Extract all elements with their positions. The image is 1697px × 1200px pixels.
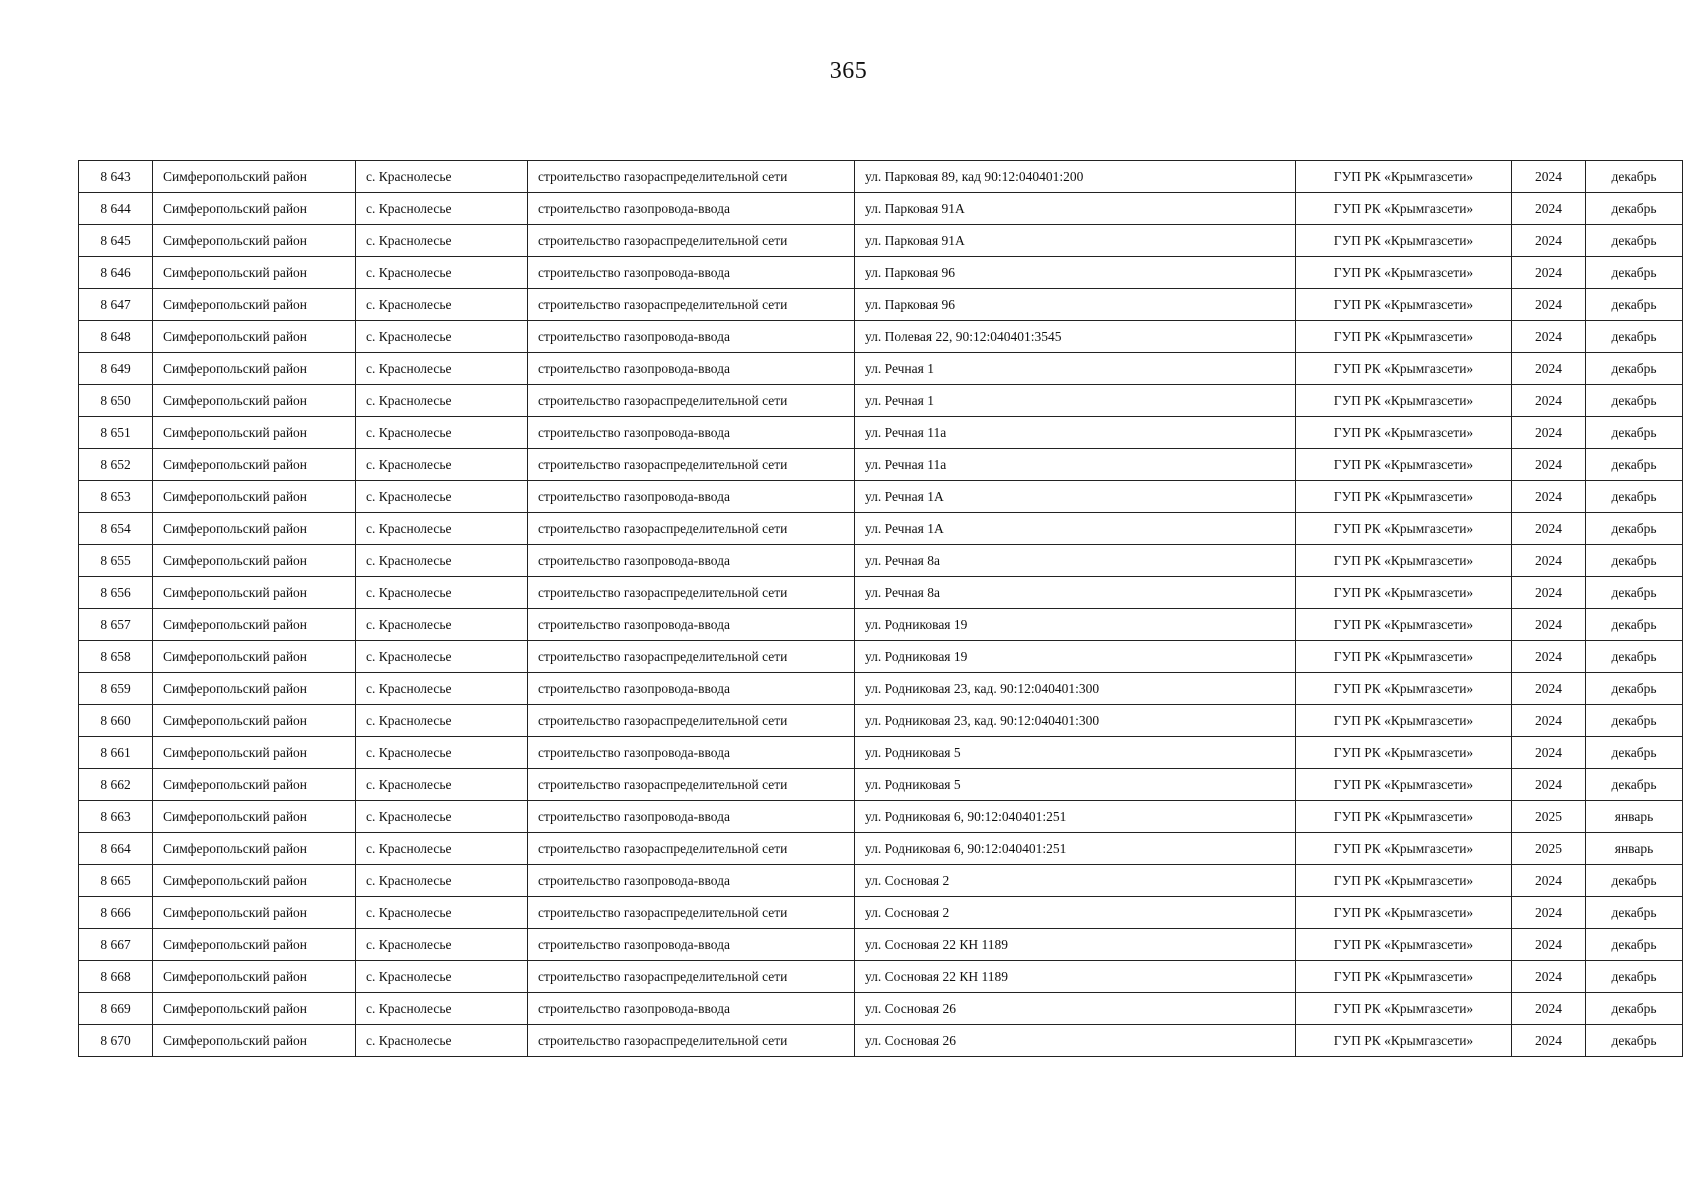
- work-type-cell: строительство газораспределительной сети: [528, 161, 855, 193]
- district-cell: Симферопольский район: [153, 897, 356, 929]
- month-cell: декабрь: [1586, 225, 1683, 257]
- organization-cell: ГУП РК «Крымгазсети»: [1296, 865, 1512, 897]
- address-cell: ул. Речная 8а: [855, 545, 1296, 577]
- address-cell: ул. Сосновая 26: [855, 993, 1296, 1025]
- organization-cell: ГУП РК «Крымгазсети»: [1296, 705, 1512, 737]
- address-cell: ул. Речная 1: [855, 353, 1296, 385]
- month-cell: декабрь: [1586, 641, 1683, 673]
- month-cell: декабрь: [1586, 353, 1683, 385]
- month-cell: январь: [1586, 833, 1683, 865]
- table-row: [79, 513, 1683, 545]
- year-cell: 2024: [1512, 961, 1586, 993]
- work-type-cell: строительство газопровода-ввода: [528, 801, 855, 833]
- settlement-cell: с. Краснолесье: [356, 1025, 528, 1057]
- district-cell: Симферопольский район: [153, 161, 356, 193]
- month-cell: декабрь: [1586, 865, 1683, 897]
- table-row: [79, 353, 1683, 385]
- address-cell: ул. Родниковая 5: [855, 737, 1296, 769]
- year-cell: 2024: [1512, 1025, 1586, 1057]
- row-number-cell: 8 644: [79, 193, 153, 225]
- year-cell: 2024: [1512, 545, 1586, 577]
- table-row: [79, 481, 1683, 513]
- address-cell: ул. Сосновая 22 КН 1189: [855, 961, 1296, 993]
- year-cell: 2024: [1512, 449, 1586, 481]
- table-row: [79, 769, 1683, 801]
- month-cell: декабрь: [1586, 577, 1683, 609]
- address-cell: ул. Родниковая 5: [855, 769, 1296, 801]
- row-number-cell: 8 654: [79, 513, 153, 545]
- month-cell: декабрь: [1586, 737, 1683, 769]
- district-cell: Симферопольский район: [153, 449, 356, 481]
- address-cell: ул. Речная 11а: [855, 449, 1296, 481]
- district-cell: Симферопольский район: [153, 545, 356, 577]
- address-cell: ул. Речная 11а: [855, 417, 1296, 449]
- page-number: 365: [829, 58, 868, 84]
- settlement-cell: с. Краснолесье: [356, 897, 528, 929]
- address-cell: ул. Родниковая 23, кад. 90:12:040401:300: [855, 705, 1296, 737]
- address-cell: ул. Родниковая 6, 90:12:040401:251: [855, 801, 1296, 833]
- year-cell: 2024: [1512, 257, 1586, 289]
- row-number-cell: 8 660: [79, 705, 153, 737]
- table-row: [79, 193, 1683, 225]
- month-cell: декабрь: [1586, 321, 1683, 353]
- row-number-cell: 8 648: [79, 321, 153, 353]
- address-cell: ул. Родниковая 23, кад. 90:12:040401:300: [855, 673, 1296, 705]
- year-cell: 2024: [1512, 769, 1586, 801]
- row-number-cell: 8 653: [79, 481, 153, 513]
- month-cell: декабрь: [1586, 961, 1683, 993]
- year-cell: 2024: [1512, 513, 1586, 545]
- month-cell: декабрь: [1586, 609, 1683, 641]
- row-number-cell: 8 663: [79, 801, 153, 833]
- month-cell: декабрь: [1586, 193, 1683, 225]
- month-cell: декабрь: [1586, 513, 1683, 545]
- work-type-cell: строительство газораспределительной сети: [528, 769, 855, 801]
- table-body: [79, 161, 1683, 1057]
- table-row: [79, 449, 1683, 481]
- settlement-cell: с. Краснолесье: [356, 769, 528, 801]
- organization-cell: ГУП РК «Крымгазсети»: [1296, 449, 1512, 481]
- organization-cell: ГУП РК «Крымгазсети»: [1296, 993, 1512, 1025]
- work-type-cell: строительство газопровода-ввода: [528, 609, 855, 641]
- work-type-cell: строительство газопровода-ввода: [528, 737, 855, 769]
- settlement-cell: с. Краснолесье: [356, 545, 528, 577]
- row-number-cell: 8 669: [79, 993, 153, 1025]
- row-number-cell: 8 646: [79, 257, 153, 289]
- month-cell: декабрь: [1586, 481, 1683, 513]
- organization-cell: ГУП РК «Крымгазсети»: [1296, 833, 1512, 865]
- table-row: [79, 577, 1683, 609]
- year-cell: 2024: [1512, 865, 1586, 897]
- row-number-cell: 8 664: [79, 833, 153, 865]
- organization-cell: ГУП РК «Крымгазсети»: [1296, 577, 1512, 609]
- table-row: [79, 225, 1683, 257]
- table-row: [79, 801, 1683, 833]
- year-cell: 2024: [1512, 417, 1586, 449]
- organization-cell: ГУП РК «Крымгазсети»: [1296, 769, 1512, 801]
- month-cell: декабрь: [1586, 1025, 1683, 1057]
- district-cell: Симферопольский район: [153, 1025, 356, 1057]
- table-row: [79, 257, 1683, 289]
- month-cell: декабрь: [1586, 993, 1683, 1025]
- settlement-cell: с. Краснолесье: [356, 225, 528, 257]
- settlement-cell: с. Краснолесье: [356, 961, 528, 993]
- organization-cell: ГУП РК «Крымгазсети»: [1296, 257, 1512, 289]
- settlement-cell: с. Краснолесье: [356, 609, 528, 641]
- work-type-cell: строительство газораспределительной сети: [528, 1025, 855, 1057]
- district-cell: Симферопольский район: [153, 289, 356, 321]
- district-cell: Симферопольский район: [153, 609, 356, 641]
- year-cell: 2024: [1512, 321, 1586, 353]
- work-type-cell: строительство газораспределительной сети: [528, 449, 855, 481]
- table-row: [79, 705, 1683, 737]
- work-type-cell: строительство газопровода-ввода: [528, 257, 855, 289]
- table-row: [79, 1025, 1683, 1057]
- month-cell: декабрь: [1586, 545, 1683, 577]
- year-cell: 2024: [1512, 289, 1586, 321]
- settlement-cell: с. Краснолесье: [356, 673, 528, 705]
- year-cell: 2025: [1512, 833, 1586, 865]
- settlement-cell: с. Краснолесье: [356, 257, 528, 289]
- work-type-cell: строительство газораспределительной сети: [528, 961, 855, 993]
- settlement-cell: с. Краснолесье: [356, 321, 528, 353]
- district-cell: Симферопольский район: [153, 353, 356, 385]
- year-cell: 2024: [1512, 161, 1586, 193]
- district-cell: Симферопольский район: [153, 385, 356, 417]
- organization-cell: ГУП РК «Крымгазсети»: [1296, 353, 1512, 385]
- organization-cell: ГУП РК «Крымгазсети»: [1296, 1025, 1512, 1057]
- settlement-cell: с. Краснолесье: [356, 865, 528, 897]
- address-cell: ул. Сосновая 26: [855, 1025, 1296, 1057]
- row-number-cell: 8 651: [79, 417, 153, 449]
- work-type-cell: строительство газопровода-ввода: [528, 929, 855, 961]
- address-cell: ул. Сосновая 2: [855, 865, 1296, 897]
- table-row: [79, 865, 1683, 897]
- row-number-cell: 8 662: [79, 769, 153, 801]
- settlement-cell: с. Краснолесье: [356, 993, 528, 1025]
- address-cell: ул. Полевая 22, 90:12:040401:3545: [855, 321, 1296, 353]
- organization-cell: ГУП РК «Крымгазсети»: [1296, 225, 1512, 257]
- year-cell: 2024: [1512, 737, 1586, 769]
- work-type-cell: строительство газораспределительной сети: [528, 225, 855, 257]
- district-cell: Симферопольский район: [153, 513, 356, 545]
- year-cell: 2024: [1512, 705, 1586, 737]
- settlement-cell: с. Краснолесье: [356, 353, 528, 385]
- month-cell: декабрь: [1586, 385, 1683, 417]
- organization-cell: ГУП РК «Крымгазсети»: [1296, 481, 1512, 513]
- work-type-cell: строительство газопровода-ввода: [528, 417, 855, 449]
- address-cell: ул. Речная 1А: [855, 513, 1296, 545]
- settlement-cell: с. Краснолесье: [356, 481, 528, 513]
- table-row: [79, 833, 1683, 865]
- year-cell: 2024: [1512, 993, 1586, 1025]
- organization-cell: ГУП РК «Крымгазсети»: [1296, 929, 1512, 961]
- month-cell: декабрь: [1586, 929, 1683, 961]
- table-row: [79, 321, 1683, 353]
- address-cell: ул. Родниковая 19: [855, 641, 1296, 673]
- work-type-cell: строительство газораспределительной сети: [528, 577, 855, 609]
- work-type-cell: строительство газораспределительной сети: [528, 513, 855, 545]
- table-row: [79, 417, 1683, 449]
- row-number-cell: 8 657: [79, 609, 153, 641]
- settlement-cell: с. Краснолесье: [356, 577, 528, 609]
- month-cell: декабрь: [1586, 449, 1683, 481]
- row-number-cell: 8 655: [79, 545, 153, 577]
- address-cell: ул. Сосновая 2: [855, 897, 1296, 929]
- row-number-cell: 8 650: [79, 385, 153, 417]
- settlement-cell: с. Краснолесье: [356, 737, 528, 769]
- work-type-cell: строительство газораспределительной сети: [528, 833, 855, 865]
- settlement-cell: с. Краснолесье: [356, 289, 528, 321]
- work-type-cell: строительство газопровода-ввода: [528, 993, 855, 1025]
- work-type-cell: строительство газопровода-ввода: [528, 545, 855, 577]
- organization-cell: ГУП РК «Крымгазсети»: [1296, 289, 1512, 321]
- work-type-cell: строительство газопровода-ввода: [528, 193, 855, 225]
- table-row: [79, 737, 1683, 769]
- organization-cell: ГУП РК «Крымгазсети»: [1296, 161, 1512, 193]
- work-type-cell: строительство газопровода-ввода: [528, 865, 855, 897]
- settlement-cell: с. Краснолесье: [356, 417, 528, 449]
- row-number-cell: 8 649: [79, 353, 153, 385]
- month-cell: декабрь: [1586, 257, 1683, 289]
- address-cell: ул. Парковая 91А: [855, 193, 1296, 225]
- district-cell: Симферопольский район: [153, 705, 356, 737]
- row-number-cell: 8 666: [79, 897, 153, 929]
- table-row: [79, 385, 1683, 417]
- year-cell: 2024: [1512, 673, 1586, 705]
- work-type-cell: строительство газопровода-ввода: [528, 321, 855, 353]
- table-row: [79, 897, 1683, 929]
- organization-cell: ГУП РК «Крымгазсети»: [1296, 737, 1512, 769]
- district-cell: Симферопольский район: [153, 481, 356, 513]
- address-cell: ул. Парковая 96: [855, 289, 1296, 321]
- row-number-cell: 8 670: [79, 1025, 153, 1057]
- district-cell: Симферопольский район: [153, 865, 356, 897]
- year-cell: 2024: [1512, 225, 1586, 257]
- table-row: [79, 673, 1683, 705]
- work-type-cell: строительство газораспределительной сети: [528, 897, 855, 929]
- organization-cell: ГУП РК «Крымгазсети»: [1296, 641, 1512, 673]
- row-number-cell: 8 667: [79, 929, 153, 961]
- year-cell: 2024: [1512, 577, 1586, 609]
- row-number-cell: 8 668: [79, 961, 153, 993]
- organization-cell: ГУП РК «Крымгазсети»: [1296, 193, 1512, 225]
- district-cell: Симферопольский район: [153, 673, 356, 705]
- organization-cell: ГУП РК «Крымгазсети»: [1296, 673, 1512, 705]
- gasification-schedule-table: [78, 160, 1683, 1057]
- organization-cell: ГУП РК «Крымгазсети»: [1296, 801, 1512, 833]
- row-number-cell: 8 656: [79, 577, 153, 609]
- work-type-cell: строительство газопровода-ввода: [528, 673, 855, 705]
- organization-cell: ГУП РК «Крымгазсети»: [1296, 385, 1512, 417]
- organization-cell: ГУП РК «Крымгазсети»: [1296, 545, 1512, 577]
- table-row: [79, 929, 1683, 961]
- settlement-cell: с. Краснолесье: [356, 641, 528, 673]
- organization-cell: ГУП РК «Крымгазсети»: [1296, 897, 1512, 929]
- district-cell: Симферопольский район: [153, 577, 356, 609]
- district-cell: Симферопольский район: [153, 961, 356, 993]
- year-cell: 2024: [1512, 929, 1586, 961]
- row-number-cell: 8 659: [79, 673, 153, 705]
- address-cell: ул. Родниковая 6, 90:12:040401:251: [855, 833, 1296, 865]
- address-cell: ул. Парковая 89, кад 90:12:040401:200: [855, 161, 1296, 193]
- year-cell: 2024: [1512, 193, 1586, 225]
- month-cell: декабрь: [1586, 769, 1683, 801]
- month-cell: январь: [1586, 801, 1683, 833]
- work-type-cell: строительство газопровода-ввода: [528, 353, 855, 385]
- year-cell: 2024: [1512, 609, 1586, 641]
- year-cell: 2024: [1512, 641, 1586, 673]
- district-cell: Симферопольский район: [153, 257, 356, 289]
- address-cell: ул. Речная 1: [855, 385, 1296, 417]
- organization-cell: ГУП РК «Крымгазсети»: [1296, 513, 1512, 545]
- settlement-cell: с. Краснолесье: [356, 193, 528, 225]
- year-cell: 2024: [1512, 481, 1586, 513]
- address-cell: ул. Парковая 91А: [855, 225, 1296, 257]
- work-type-cell: строительство газораспределительной сети: [528, 641, 855, 673]
- district-cell: Симферопольский район: [153, 225, 356, 257]
- table-row: [79, 161, 1683, 193]
- row-number-cell: 8 658: [79, 641, 153, 673]
- address-cell: ул. Речная 1А: [855, 481, 1296, 513]
- table-row: [79, 289, 1683, 321]
- row-number-cell: 8 652: [79, 449, 153, 481]
- work-type-cell: строительство газораспределительной сети: [528, 385, 855, 417]
- organization-cell: ГУП РК «Крымгазсети»: [1296, 609, 1512, 641]
- district-cell: Симферопольский район: [153, 417, 356, 449]
- address-cell: ул. Парковая 96: [855, 257, 1296, 289]
- year-cell: 2024: [1512, 385, 1586, 417]
- district-cell: Симферопольский район: [153, 321, 356, 353]
- work-type-cell: строительство газораспределительной сети: [528, 289, 855, 321]
- settlement-cell: с. Краснолесье: [356, 929, 528, 961]
- district-cell: Симферопольский район: [153, 737, 356, 769]
- row-number-cell: 8 665: [79, 865, 153, 897]
- table-row: [79, 609, 1683, 641]
- district-cell: Симферопольский район: [153, 929, 356, 961]
- district-cell: Симферопольский район: [153, 193, 356, 225]
- district-cell: Симферопольский район: [153, 993, 356, 1025]
- row-number-cell: 8 661: [79, 737, 153, 769]
- work-type-cell: строительство газораспределительной сети: [528, 705, 855, 737]
- row-number-cell: 8 645: [79, 225, 153, 257]
- address-cell: ул. Сосновая 22 КН 1189: [855, 929, 1296, 961]
- month-cell: декабрь: [1586, 417, 1683, 449]
- year-cell: 2024: [1512, 897, 1586, 929]
- month-cell: декабрь: [1586, 161, 1683, 193]
- year-cell: 2025: [1512, 801, 1586, 833]
- table-row: [79, 545, 1683, 577]
- settlement-cell: с. Краснолесье: [356, 385, 528, 417]
- month-cell: декабрь: [1586, 705, 1683, 737]
- district-cell: Симферопольский район: [153, 801, 356, 833]
- table-row: [79, 993, 1683, 1025]
- address-cell: ул. Речная 8а: [855, 577, 1296, 609]
- district-cell: Симферопольский район: [153, 641, 356, 673]
- settlement-cell: с. Краснолесье: [356, 513, 528, 545]
- organization-cell: ГУП РК «Крымгазсети»: [1296, 321, 1512, 353]
- settlement-cell: с. Краснолесье: [356, 705, 528, 737]
- organization-cell: ГУП РК «Крымгазсети»: [1296, 961, 1512, 993]
- work-type-cell: строительство газопровода-ввода: [528, 481, 855, 513]
- settlement-cell: с. Краснолесье: [356, 449, 528, 481]
- settlement-cell: с. Краснолесье: [356, 161, 528, 193]
- month-cell: декабрь: [1586, 289, 1683, 321]
- settlement-cell: с. Краснолесье: [356, 833, 528, 865]
- settlement-cell: с. Краснолесье: [356, 801, 528, 833]
- month-cell: декабрь: [1586, 897, 1683, 929]
- month-cell: декабрь: [1586, 673, 1683, 705]
- row-number-cell: 8 643: [79, 161, 153, 193]
- district-cell: Симферопольский район: [153, 833, 356, 865]
- table-row: [79, 961, 1683, 993]
- district-cell: Симферопольский район: [153, 769, 356, 801]
- row-number-cell: 8 647: [79, 289, 153, 321]
- year-cell: 2024: [1512, 353, 1586, 385]
- table-row: [79, 641, 1683, 673]
- address-cell: ул. Родниковая 19: [855, 609, 1296, 641]
- organization-cell: ГУП РК «Крымгазсети»: [1296, 417, 1512, 449]
